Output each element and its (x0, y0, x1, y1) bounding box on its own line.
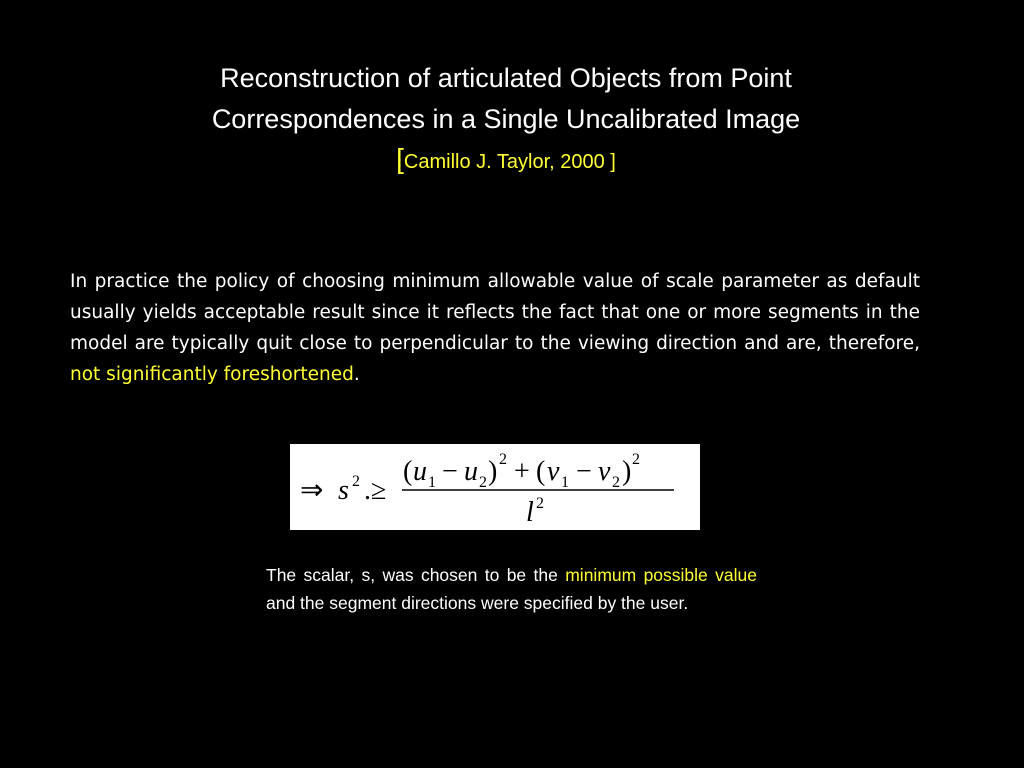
formula-num-minus-2: − (576, 456, 592, 487)
formula-num-minus-1: − (442, 456, 458, 487)
formula-num-sub-3: 1 (561, 474, 569, 491)
formula-num-sub-1: 1 (428, 474, 436, 491)
formula-num-sub-2: 2 (479, 474, 487, 491)
formula-num-open-2: ( (536, 456, 546, 487)
slide-title (100, 58, 912, 140)
body-highlight: not significantly foreshortened (70, 364, 354, 385)
body-text-part-2: . (353, 364, 360, 385)
formula-num-exp-2: 2 (632, 451, 640, 468)
formula-num-u: u (413, 456, 427, 487)
formula-num-v: v (547, 456, 560, 487)
formula-den-exp: 2 (536, 495, 544, 512)
formula-image (290, 444, 700, 530)
formula-num-plus: + (514, 456, 530, 487)
formula-den-l: l (526, 497, 534, 528)
body-paragraph (70, 266, 920, 390)
citation-text: Camillo J. Taylor, 2000 ] (403, 151, 616, 173)
formula-s-exponent: 2 (352, 473, 360, 490)
formula-num-u2: u (464, 456, 478, 487)
caption-part-1: The scalar, s, was chosen to be the (266, 565, 566, 585)
citation-bracket: [ (396, 143, 404, 174)
caption (266, 561, 757, 617)
formula-num-exp-1: 2 (499, 451, 507, 468)
formula-num-sub-4: 2 (612, 474, 620, 491)
formula-svg (290, 444, 700, 530)
slide-title-line-1: Reconstruction of articulated Objects from Point (220, 63, 792, 93)
formula-implies: ⇒ (300, 475, 324, 506)
formula-num-close-2: ) (622, 456, 632, 487)
formula-s: s (338, 475, 349, 506)
citation (100, 142, 912, 179)
body-text-part-1: In practice the policy of choosing minimum allowable value of scale parameter as default usually yields acceptable result since it reflects the fact that one or more segments in the model are typically quit close to perpendicular to the viewing direction and are, therefore, (70, 271, 920, 354)
formula-num-close-1: ) (488, 456, 498, 487)
formula-num-open-1: ( (403, 456, 413, 487)
formula-dot-ge: .≥ (364, 475, 387, 506)
formula-num-v2: v (598, 456, 611, 487)
slide-title-line-2: Correspondences in a Single Uncalibrated Image (211, 104, 801, 134)
caption-highlight: minimum possible value (565, 565, 757, 585)
caption-part-2: and the segment directions were specified by the user. (266, 593, 689, 613)
